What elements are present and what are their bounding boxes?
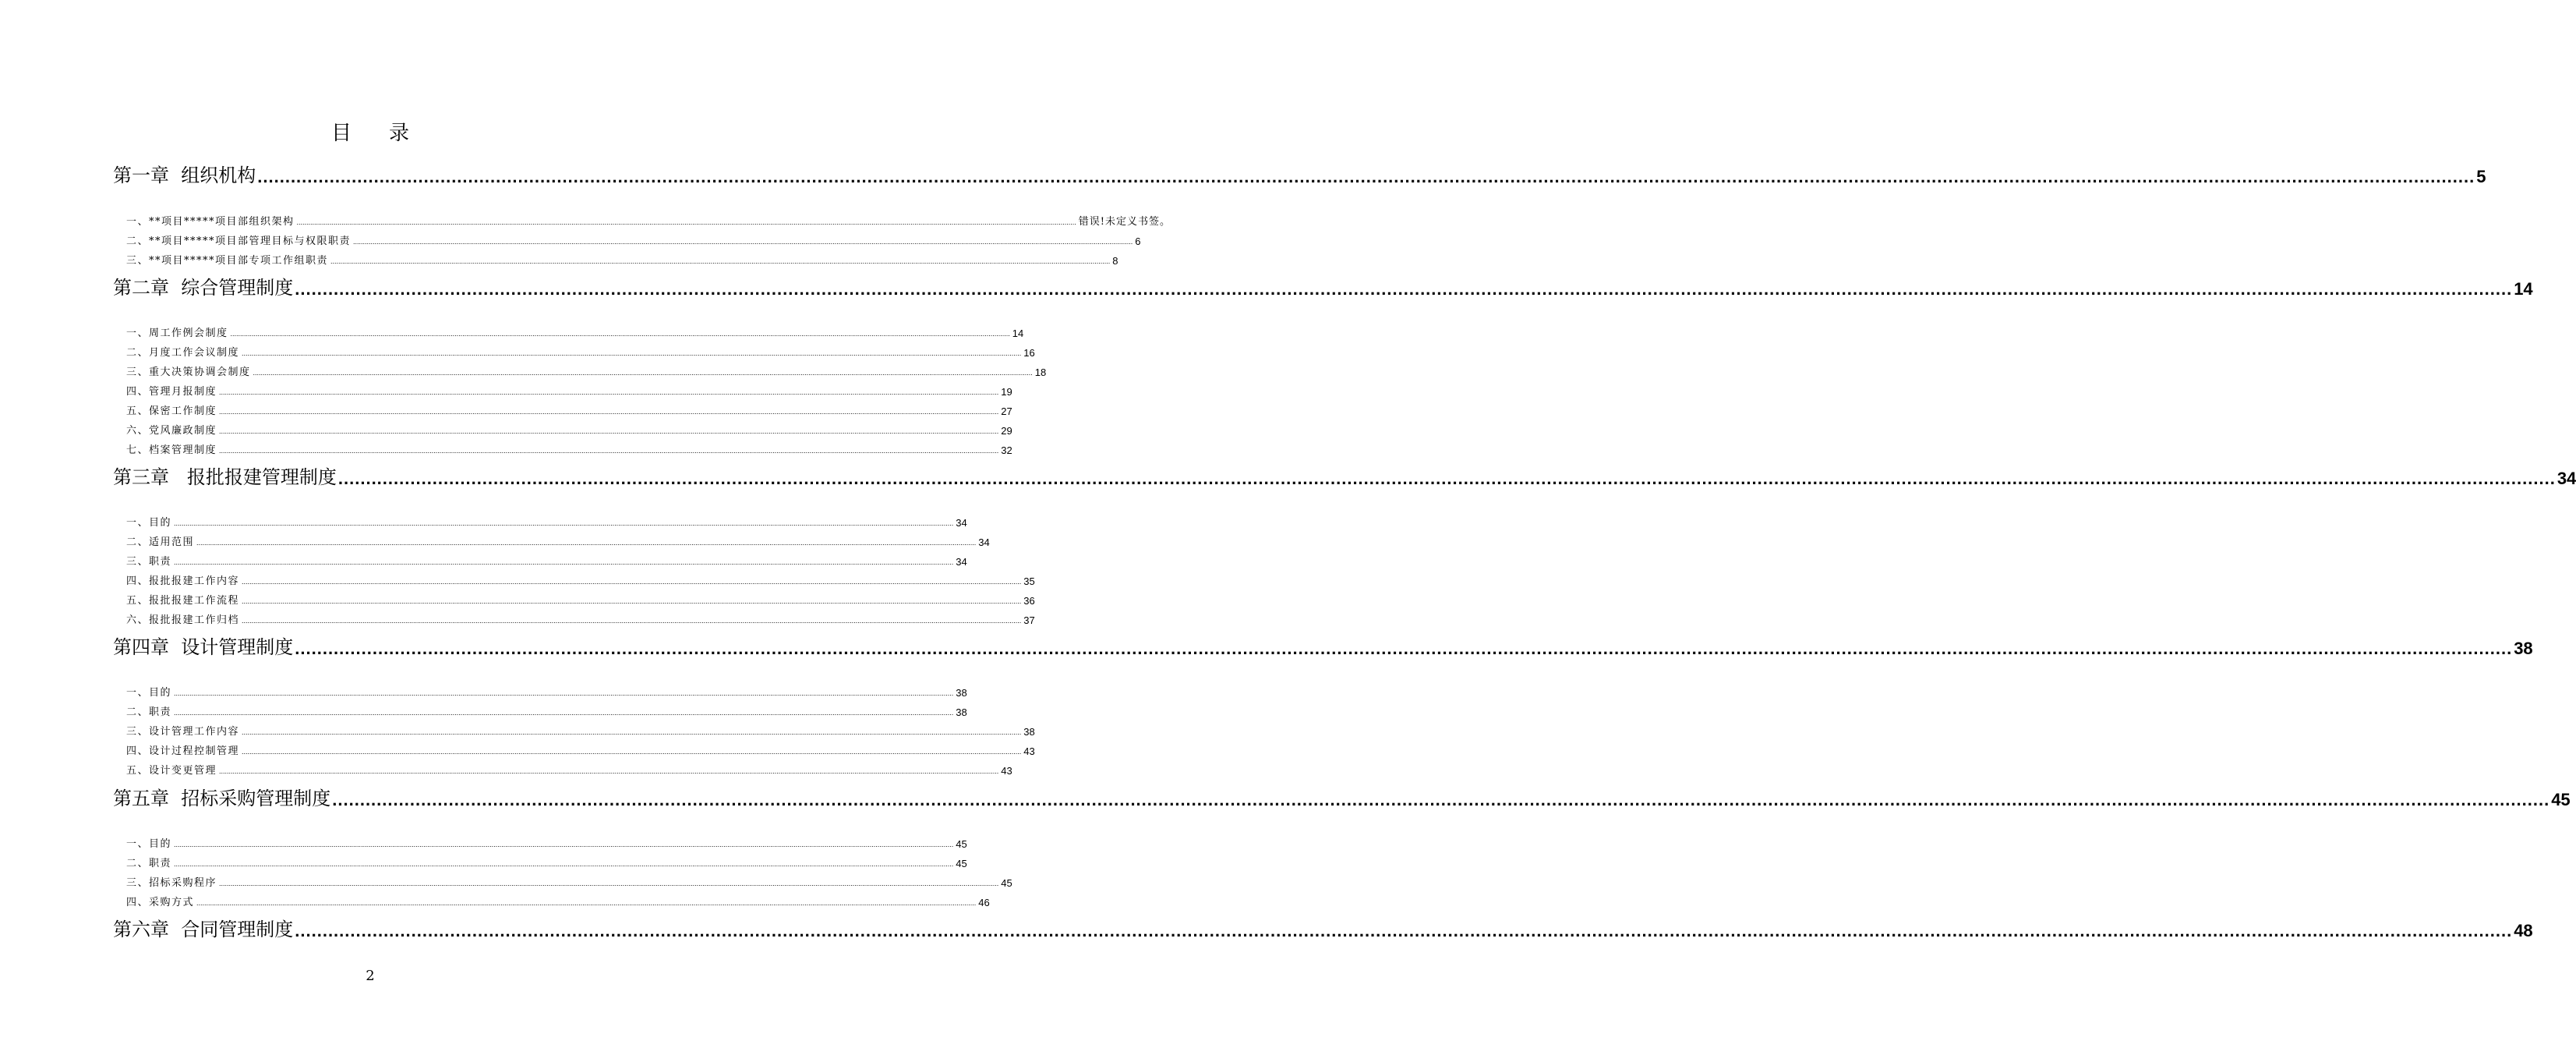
section-page-number: 38 [1023,726,1035,738]
section-title: 一、目的 [126,517,172,529]
dot-leader: ................................................................................................................................................................................................................................................................................................................................................................................................................ [242,748,1022,756]
toc-section-entry[interactable] [126,513,967,529]
section-title: 二、适用范围 [126,536,195,548]
section-title: 二、职责 [126,706,172,718]
toc-chapter-entry[interactable] [113,784,2571,810]
toc-section-entry[interactable] [126,703,967,718]
toc-section-entry[interactable] [126,324,1024,339]
toc-chapter-entry[interactable] [113,462,2576,489]
section-page-number: 34 [978,536,990,548]
toc-title: 目录 [330,122,447,145]
dot-leader: ................................................................................................................................................................................................................................................................................................................................................................................................................ [257,167,2475,186]
chapter-page-number: 38 [2514,639,2533,658]
section-title: 四、报批报建工作内容 [126,575,240,587]
section-title: 三、职责 [126,556,172,568]
toc-section-entry[interactable] [126,402,1012,417]
section-title: 一、**项目*****项目部组织架构 [126,216,295,228]
chapter-page-number: 5 [2476,167,2486,186]
dot-leader: ................................................................................................................................................................................................................................................................................................................................................................................................................ [242,349,1022,357]
toc-section-entry[interactable] [126,363,1047,378]
dot-leader: ................................................................................................................................................................................................................................................................................................................................................................................................................ [219,408,999,416]
toc-section-entry[interactable] [126,421,1012,437]
toc-section-entry[interactable] [126,552,967,568]
section-title: 四、采购方式 [126,897,195,908]
toc-section-entry[interactable] [126,572,1035,587]
dot-leader: ................................................................................................................................................................................................................................................................................................................................................................................................................ [174,689,954,697]
dot-leader: ................................................................................................................................................................................................................................................................................................................................................................................................................ [337,469,2556,488]
section-page-number: 6 [1135,235,1141,247]
toc-section-entry[interactable] [126,232,1141,247]
chapter-title: 第一章 组织机构 [113,165,256,186]
section-page-number: 46 [978,897,990,908]
section-title: 五、设计变更管理 [126,765,217,777]
section-title: 二、职责 [126,858,172,869]
section-page-number: 16 [1023,347,1035,359]
section-page-number: 29 [1001,425,1012,437]
dot-leader: ................................................................................................................................................................................................................................................................................................................................................................................................................ [296,218,1076,226]
section-page-number: 43 [1023,745,1035,757]
toc-section-entry[interactable] [126,212,1171,228]
section-page-number: 14 [1012,328,1024,339]
toc-chapter-entry[interactable] [113,632,2533,659]
dot-leader: ................................................................................................................................................................................................................................................................................................................................................................................................................ [174,709,954,717]
chapter-title: 第五章 招标采购管理制度 [113,788,331,809]
dot-leader: ................................................................................................................................................................................................................................................................................................................................................................................................................ [174,841,954,848]
dot-leader: ................................................................................................................................................................................................................................................................................................................................................................................................................ [242,617,1022,625]
section-title: 三、招标采购程序 [126,877,217,889]
chapter-page-number: 45 [2551,790,2571,809]
section-title: 三、重大决策协调会制度 [126,366,251,378]
dot-leader: ................................................................................................................................................................................................................................................................................................................................................................................................................ [242,578,1022,586]
section-page-number: 18 [1034,366,1047,378]
dot-leader: ................................................................................................................................................................................................................................................................................................................................................................................................................ [295,639,2513,658]
toc-section-entry[interactable] [126,722,1035,738]
toc-chapter-entry[interactable] [113,161,2486,187]
section-page-number: 19 [1001,386,1012,398]
chapter-title: 第三章 报批报建管理制度 [113,466,337,488]
dot-leader: ................................................................................................................................................................................................................................................................................................................................................................................................................ [353,238,1133,246]
dot-leader: ................................................................................................................................................................................................................................................................................................................................................................................................................ [242,597,1022,605]
section-title: 二、**项目*****项目部管理目标与权限职责 [126,235,352,247]
section-page-number: 错误!未定义书签。 [1078,216,1171,228]
section-page-number: 38 [956,687,967,699]
dot-leader: ................................................................................................................................................................................................................................................................................................................................................................................................................ [174,860,954,868]
chapter-page-number: 34 [2557,469,2576,488]
dot-leader: ................................................................................................................................................................................................................................................................................................................................................................................................................ [196,539,977,547]
section-title: 七、档案管理制度 [126,444,217,456]
toc-section-entry[interactable] [126,533,990,548]
dot-leader: ................................................................................................................................................................................................................................................................................................................................................................................................................ [219,427,999,435]
section-page-number: 45 [956,838,967,850]
section-title: 二、月度工作会议制度 [126,347,240,359]
section-title: 五、保密工作制度 [126,405,217,417]
section-page-number: 36 [1023,595,1035,607]
toc-section-entry[interactable] [126,611,1035,626]
dot-leader: ................................................................................................................................................................................................................................................................................................................................................................................................................ [242,728,1022,736]
dot-leader: ................................................................................................................................................................................................................................................................................................................................................................................................................ [196,899,977,907]
chapter-title: 第二章 综合管理制度 [113,277,294,299]
section-page-number: 34 [956,517,967,529]
toc-section-entry[interactable] [126,251,1118,267]
dot-leader: ................................................................................................................................................................................................................................................................................................................................................................................................................ [219,388,999,396]
section-page-number: 38 [956,706,967,718]
section-page-number: 43 [1001,765,1012,777]
section-title: 四、管理月报制度 [126,386,217,398]
dot-leader: ................................................................................................................................................................................................................................................................................................................................................................................................................ [295,921,2513,940]
toc-chapter-entry[interactable] [113,915,2533,941]
dot-leader: ................................................................................................................................................................................................................................................................................................................................................................................................................ [332,790,2550,809]
toc-section-entry[interactable] [126,893,990,908]
dot-leader: ................................................................................................................................................................................................................................................................................................................................................................................................................ [219,767,999,775]
section-page-number: 32 [1001,444,1012,456]
toc-section-entry[interactable] [126,873,1012,889]
toc-section-entry[interactable] [126,761,1012,777]
toc-chapter-entry[interactable] [113,273,2533,299]
dot-leader: ................................................................................................................................................................................................................................................................................................................................................................................................................ [219,447,999,455]
dot-leader: ................................................................................................................................................................................................................................................................................................................................................................................................................ [174,519,954,527]
toc-section-entry[interactable] [126,834,967,850]
chapter-title: 第四章 设计管理制度 [113,636,294,658]
dot-leader: ................................................................................................................................................................................................................................................................................................................................................................................................................ [219,880,999,887]
section-page-number: 34 [956,556,967,568]
section-title: 一、目的 [126,838,172,850]
dot-leader: ................................................................................................................................................................................................................................................................................................................................................................................................................ [330,257,1111,265]
section-title: 五、报批报建工作流程 [126,595,240,607]
chapter-title: 第六章 合同管理制度 [113,919,294,940]
toc-section-entry[interactable] [126,591,1035,607]
section-title: 六、党风廉政制度 [126,425,217,437]
chapter-page-number: 48 [2514,921,2533,940]
chapter-page-number: 14 [2514,279,2533,299]
toc-section-entry[interactable] [126,441,1012,456]
section-page-number: 37 [1023,614,1035,626]
toc-section-entry[interactable] [126,343,1035,359]
section-title: 一、周工作例会制度 [126,328,228,339]
section-page-number: 45 [956,858,967,869]
toc-section-entry[interactable] [126,683,967,699]
section-title: 四、设计过程控制管理 [126,745,240,757]
section-page-number: 8 [1112,255,1118,267]
toc-section-entry[interactable] [126,854,967,869]
dot-leader: ................................................................................................................................................................................................................................................................................................................................................................................................................ [230,330,1010,338]
dot-leader: ................................................................................................................................................................................................................................................................................................................................................................................................................ [295,279,2513,299]
section-page-number: 27 [1001,405,1012,417]
toc-section-entry[interactable] [126,382,1012,398]
section-page-number: 45 [1001,877,1012,889]
dot-leader: ................................................................................................................................................................................................................................................................................................................................................................................................................ [253,369,1033,377]
section-title: 三、**项目*****项目部专项工作组职责 [126,255,329,267]
section-title: 一、目的 [126,687,172,699]
dot-leader: ................................................................................................................................................................................................................................................................................................................................................................................................................ [174,558,954,566]
section-title: 六、报批报建工作归档 [126,614,240,626]
toc-section-entry[interactable] [126,742,1035,757]
section-title: 三、设计管理工作内容 [126,726,240,738]
section-page-number: 35 [1023,575,1035,587]
page-number: 2 [366,968,375,984]
